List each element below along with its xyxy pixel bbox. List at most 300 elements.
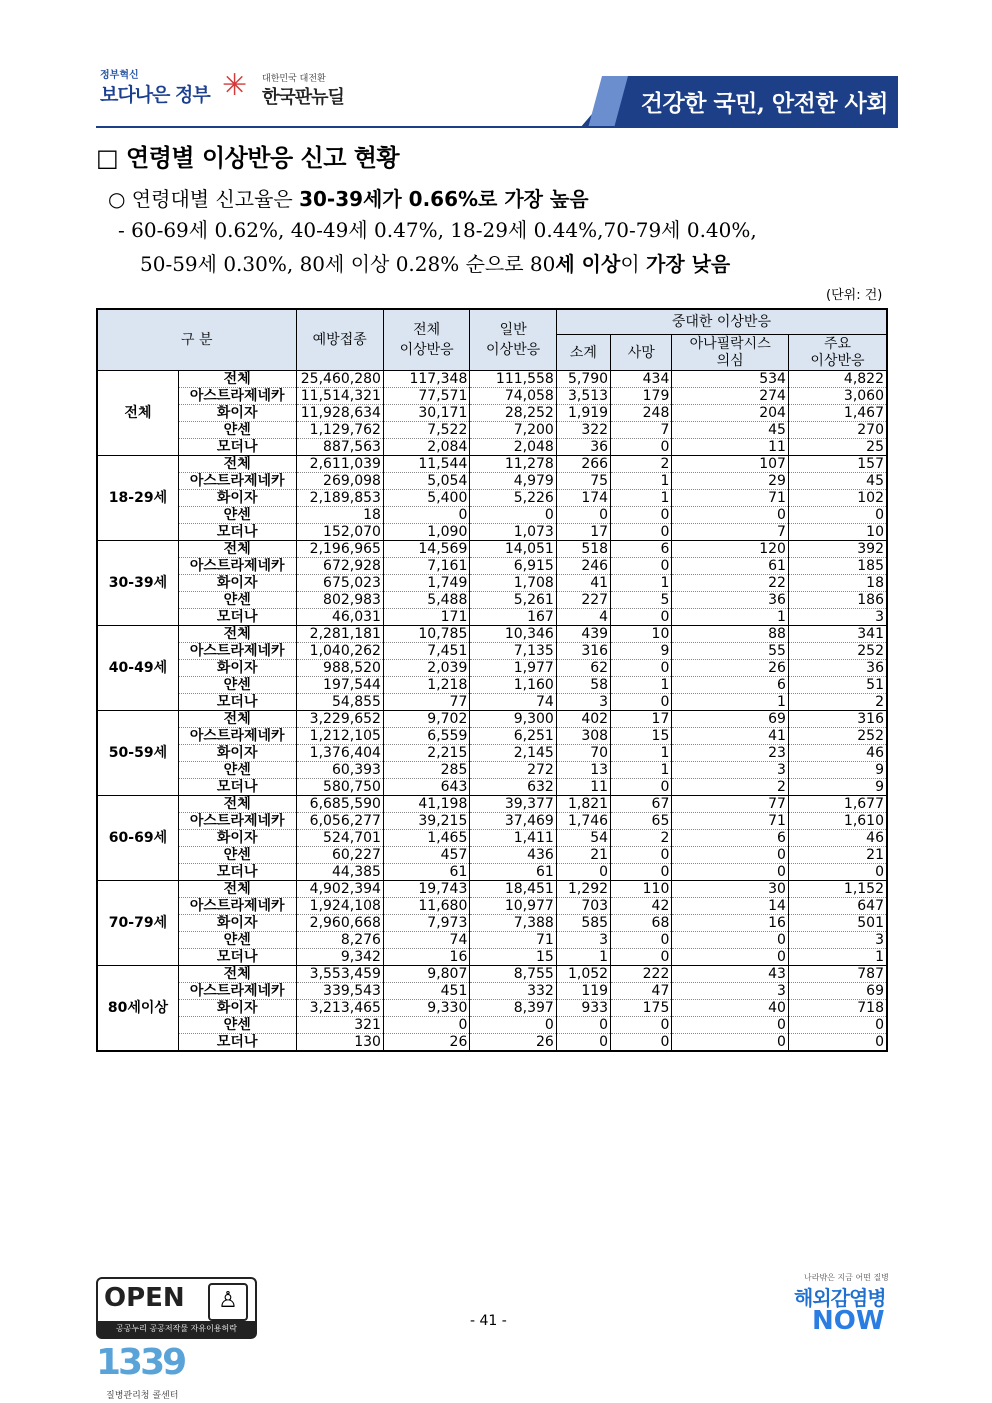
table-cell: 0 (611, 694, 672, 711)
table-cell: 434 (611, 371, 672, 388)
table-cell: 18 (296, 507, 383, 524)
table-cell: 7,388 (470, 915, 556, 932)
header-anaphylaxis-l2: 의심 (716, 352, 744, 369)
table-row (97, 1034, 887, 1052)
table-cell: 39,215 (383, 813, 469, 830)
table-cell: 341 (788, 626, 887, 643)
table-cell: 252 (788, 728, 887, 745)
age-adverse-event-table (96, 308, 888, 1052)
korean-new-deal-logo (222, 70, 362, 110)
age-group-label: 60-69세 (97, 796, 178, 881)
table-cell: 14 (672, 898, 789, 915)
table-cell: 110 (611, 881, 672, 898)
table-cell: 3 (556, 932, 610, 949)
table-cell: 21 (556, 847, 610, 864)
table-cell: 61 (672, 558, 789, 575)
table-cell: 0 (470, 507, 556, 524)
table-cell: 0 (556, 864, 610, 881)
table-cell: 29 (672, 473, 789, 490)
table-cell: 1 (611, 762, 672, 779)
table-cell: 2,196,965 (296, 541, 383, 558)
table-cell: 703 (556, 898, 610, 915)
table-cell: 2,084 (383, 439, 469, 456)
table-cell: 13 (556, 762, 610, 779)
table-cell: 524,701 (296, 830, 383, 847)
table-cell: 39,377 (470, 796, 556, 813)
table-row (97, 490, 887, 507)
table-cell: 3 (788, 609, 887, 626)
table-cell: 402 (556, 711, 610, 728)
unit-label: (단위: 건) (826, 288, 883, 303)
table-cell: 47 (611, 983, 672, 1000)
table-cell: 6 (672, 830, 789, 847)
table-cell: 3 (672, 762, 789, 779)
table-cell: 26 (383, 1034, 469, 1052)
table-cell: 11,278 (470, 456, 556, 473)
table-cell: 14,051 (470, 541, 556, 558)
table-row (97, 898, 887, 915)
sub-line-2 (140, 248, 730, 277)
vaccine-label: 모더나 (178, 609, 296, 626)
table-cell: 2 (611, 830, 672, 847)
table-cell: 167 (470, 609, 556, 626)
vaccine-label: 전체 (178, 966, 296, 983)
header-major-l1: 주요 (823, 335, 851, 352)
table-cell: 69 (672, 711, 789, 728)
table-row (97, 643, 887, 660)
table-row (97, 524, 887, 541)
table-cell: 1,746 (556, 813, 610, 830)
table-cell: 117,348 (383, 371, 469, 388)
table-cell: 0 (672, 847, 789, 864)
header-total-ae-l1: 전체 (413, 322, 441, 338)
table-cell: 4 (556, 609, 610, 626)
table-cell: 252 (788, 643, 887, 660)
table-cell: 1,411 (470, 830, 556, 847)
table-cell: 30,171 (383, 405, 469, 422)
table-cell: 988,520 (296, 660, 383, 677)
table-cell: 933 (556, 1000, 610, 1017)
table-row (97, 1017, 887, 1034)
table-cell: 248 (611, 405, 672, 422)
age-group-label: 80세이상 (97, 966, 178, 1052)
table-cell: 643 (383, 779, 469, 796)
table-cell: 42 (611, 898, 672, 915)
table-row (97, 864, 887, 881)
table-cell: 46 (788, 745, 887, 762)
table-row (97, 881, 887, 898)
table-cell: 2,611,039 (296, 456, 383, 473)
vaccine-label: 아스트라제네카 (178, 728, 296, 745)
table-cell: 2 (672, 779, 789, 796)
vaccine-label: 모더나 (178, 524, 296, 541)
table-cell: 675,023 (296, 575, 383, 592)
table-cell: 887,563 (296, 439, 383, 456)
table-cell: 269,098 (296, 473, 383, 490)
table-cell: 0 (672, 1034, 789, 1052)
table-row (97, 609, 887, 626)
table-cell: 65 (611, 813, 672, 830)
table-cell: 62 (556, 660, 610, 677)
table-row (97, 762, 887, 779)
table-row (97, 796, 887, 813)
header-general-ae-l1: 일반 (499, 322, 527, 338)
table-row (97, 1000, 887, 1017)
table-cell: 227 (556, 592, 610, 609)
table-cell: 46,031 (296, 609, 383, 626)
table-cell: 534 (672, 371, 789, 388)
table-cell: 1,677 (788, 796, 887, 813)
table-cell: 9,342 (296, 949, 383, 966)
table-cell: 1 (611, 745, 672, 762)
table-row (97, 507, 887, 524)
table-cell: 580,750 (296, 779, 383, 796)
vaccine-label: 얀센 (178, 847, 296, 864)
table-cell: 332 (470, 983, 556, 1000)
table-cell: 7,135 (470, 643, 556, 660)
table-cell: 11 (672, 439, 789, 456)
table-cell: 74 (470, 694, 556, 711)
vaccine-label: 아스트라제네카 (178, 473, 296, 490)
now-top: 나라밖은 지금 어떤 질병 (804, 1273, 889, 1282)
table-cell: 0 (611, 660, 672, 677)
vaccine-label: 화이자 (178, 575, 296, 592)
table-cell: 1 (611, 575, 672, 592)
table-row (97, 660, 887, 677)
table-row (97, 592, 887, 609)
table-cell: 0 (611, 779, 672, 796)
header-subtotal: 소계 (556, 335, 610, 371)
vaccine-label: 전체 (178, 881, 296, 898)
table-row (97, 711, 887, 728)
table-cell: 15 (611, 728, 672, 745)
header-anaphylaxis (672, 335, 789, 371)
now-bot: NOW (812, 1306, 885, 1336)
table-cell: 9 (611, 643, 672, 660)
table-cell: 0 (611, 558, 672, 575)
vaccine-label: 모더나 (178, 439, 296, 456)
vaccine-label: 모더나 (178, 864, 296, 881)
table-cell: 36 (788, 660, 887, 677)
table-cell: 6,685,590 (296, 796, 383, 813)
table-cell: 1,977 (470, 660, 556, 677)
vaccine-label: 화이자 (178, 830, 296, 847)
callcenter-1339-logo (96, 1342, 206, 1402)
table-cell: 4,979 (470, 473, 556, 490)
table-row (97, 575, 887, 592)
header-major-l2: 이상반응 (810, 352, 865, 369)
table-cell: 0 (470, 1017, 556, 1034)
table-cell: 51 (788, 677, 887, 694)
header-death: 사망 (611, 335, 672, 371)
sub2-prefix: 50-59세 0.30%, 80세 이상 0.28% 순으로 80 (140, 252, 556, 276)
header-general-ae-l2: 이상반응 (486, 342, 541, 358)
table-cell: 28,252 (470, 405, 556, 422)
table-cell: 1 (672, 609, 789, 626)
table-cell: 0 (672, 932, 789, 949)
table-row (97, 915, 887, 932)
table-cell: 204 (672, 405, 789, 422)
table-cell: 0 (611, 932, 672, 949)
table-cell: 585 (556, 915, 610, 932)
table-cell: 197,544 (296, 677, 383, 694)
table-row (97, 983, 887, 1000)
table-cell: 157 (788, 456, 887, 473)
table-cell: 10 (611, 626, 672, 643)
table-cell: 71 (672, 813, 789, 830)
table-cell: 16 (672, 915, 789, 932)
vaccine-label: 전체 (178, 711, 296, 728)
table-cell: 74,058 (470, 388, 556, 405)
sub-line-1: - 60-69세 0.62%, 40-49세 0.47%, 18-29세 0.44%,70-79세 0.40%, (118, 218, 757, 242)
table-cell: 7,200 (470, 422, 556, 439)
new-deal-star-icon: ✳ (222, 68, 248, 103)
open-word: OPEN (104, 1283, 185, 1313)
table-cell: 2,281,181 (296, 626, 383, 643)
table-cell: 266 (556, 456, 610, 473)
table-cell: 179 (611, 388, 672, 405)
table-cell: 1,749 (383, 575, 469, 592)
table-cell: 71 (672, 490, 789, 507)
vaccine-label: 아스트라제네카 (178, 898, 296, 915)
header-total-ae-l2: 이상반응 (399, 342, 454, 358)
table-cell: 8,397 (470, 1000, 556, 1017)
table-cell: 1,708 (470, 575, 556, 592)
table-cell: 0 (611, 864, 672, 881)
table-cell: 2,145 (470, 745, 556, 762)
sub2-bold1: 세 이상 (555, 252, 621, 276)
table-cell: 5,054 (383, 473, 469, 490)
table-cell: 102 (788, 490, 887, 507)
table-cell: 1 (611, 473, 672, 490)
table-cell: 11,544 (383, 456, 469, 473)
table-cell: 21 (788, 847, 887, 864)
table-cell: 339,543 (296, 983, 383, 1000)
vaccine-label: 화이자 (178, 660, 296, 677)
table-cell: 0 (788, 1034, 887, 1052)
sub2-mid: 이 (620, 252, 646, 276)
table-cell: 1,090 (383, 524, 469, 541)
table-cell: 1,052 (556, 966, 610, 983)
table-cell: 171 (383, 609, 469, 626)
table-cell: 119 (556, 983, 610, 1000)
table-cell: 3,513 (556, 388, 610, 405)
table-cell: 41 (672, 728, 789, 745)
table-cell: 0 (672, 949, 789, 966)
table-cell: 68 (611, 915, 672, 932)
table-row (97, 932, 887, 949)
header-rule (96, 126, 898, 128)
table-cell: 0 (788, 1017, 887, 1034)
table-cell: 518 (556, 541, 610, 558)
vaccine-label: 화이자 (178, 490, 296, 507)
table-cell: 457 (383, 847, 469, 864)
table-cell: 0 (611, 847, 672, 864)
table-row (97, 779, 887, 796)
table-cell: 4,822 (788, 371, 887, 388)
table-cell: 392 (788, 541, 887, 558)
table-cell: 1,376,404 (296, 745, 383, 762)
table-cell: 1,212,105 (296, 728, 383, 745)
table-cell: 436 (470, 847, 556, 864)
table-cell: 77 (383, 694, 469, 711)
table-row (97, 439, 887, 456)
table-cell: 0 (556, 507, 610, 524)
table-row (97, 388, 887, 405)
table-cell: 1 (556, 949, 610, 966)
table-cell: 274 (672, 388, 789, 405)
table-body (97, 371, 887, 1052)
table-cell: 0 (556, 1017, 610, 1034)
table-cell: 5,226 (470, 490, 556, 507)
table-cell: 10,785 (383, 626, 469, 643)
table-cell: 22 (672, 575, 789, 592)
table-cell: 18,451 (470, 881, 556, 898)
table-cell: 7,973 (383, 915, 469, 932)
table-row (97, 813, 887, 830)
table-cell: 1,821 (556, 796, 610, 813)
table-cell: 185 (788, 558, 887, 575)
table-cell: 10,977 (470, 898, 556, 915)
table-row (97, 847, 887, 864)
table-cell: 9,702 (383, 711, 469, 728)
table-cell: 0 (672, 1017, 789, 1034)
now-mid: 해외감염병 (794, 1286, 886, 1310)
age-group-label: 전체 (97, 371, 178, 456)
table-cell: 77 (672, 796, 789, 813)
table-cell: 7,451 (383, 643, 469, 660)
vaccine-label: 화이자 (178, 1000, 296, 1017)
table-cell: 6,056,277 (296, 813, 383, 830)
table-cell: 18 (788, 575, 887, 592)
table-cell: 6,251 (470, 728, 556, 745)
table-cell: 2 (788, 694, 887, 711)
table-cell: 55 (672, 643, 789, 660)
table-cell: 718 (788, 1000, 887, 1017)
table-cell: 14,569 (383, 541, 469, 558)
table-cell: 9 (788, 779, 887, 796)
table-cell: 60,227 (296, 847, 383, 864)
table-cell: 11 (556, 779, 610, 796)
table-cell: 0 (611, 949, 672, 966)
table-cell: 246 (556, 558, 610, 575)
header-general-ae (470, 309, 556, 371)
table-cell: 0 (556, 1034, 610, 1052)
table-row (97, 456, 887, 473)
table-cell: 120 (672, 541, 789, 558)
gov-logo-main: 보다나은 정부 (100, 84, 210, 106)
header-vaccinated-label: 예방접종 (312, 332, 367, 348)
vaccine-label: 얀센 (178, 762, 296, 779)
table-cell: 222 (611, 966, 672, 983)
bullet1-prefix: ○ 연령대별 신고율은 (108, 187, 300, 211)
vaccine-label: 전체 (178, 796, 296, 813)
table-cell: 69 (788, 983, 887, 1000)
table-cell: 7 (611, 422, 672, 439)
person-icon: ♙ (208, 1283, 248, 1321)
table-cell: 37,469 (470, 813, 556, 830)
callcenter-label: 질병관리청 콜센터 (106, 1391, 179, 1401)
table-cell: 36 (672, 592, 789, 609)
table-cell: 45 (672, 422, 789, 439)
vaccine-label: 화이자 (178, 915, 296, 932)
table-cell: 40 (672, 1000, 789, 1017)
vaccine-label: 얀센 (178, 592, 296, 609)
bullet1-bold: 30-39세가 0.66%로 가장 높음 (299, 187, 589, 211)
table-cell: 15 (470, 949, 556, 966)
table-cell: 11,928,634 (296, 405, 383, 422)
vaccine-label: 얀센 (178, 422, 296, 439)
table-cell: 1,040,262 (296, 643, 383, 660)
table-cell: 1 (672, 694, 789, 711)
table-row (97, 422, 887, 439)
table-cell: 5,488 (383, 592, 469, 609)
bullet-highest-rate (108, 183, 589, 212)
table-cell: 17 (611, 711, 672, 728)
table-cell: 41 (556, 575, 610, 592)
vaccine-label: 전체 (178, 456, 296, 473)
table-cell: 175 (611, 1000, 672, 1017)
table-cell: 1,465 (383, 830, 469, 847)
callcenter-number: 1339 (96, 1342, 185, 1383)
table-row (97, 405, 887, 422)
table-cell: 8,755 (470, 966, 556, 983)
table-cell: 77,571 (383, 388, 469, 405)
table-cell: 3,553,459 (296, 966, 383, 983)
table-cell: 2 (611, 456, 672, 473)
table-cell: 3,060 (788, 388, 887, 405)
table-cell: 5,790 (556, 371, 610, 388)
header-anaphylaxis-l1: 아나필락시스 (689, 335, 771, 352)
gov-logo-top: 정부혁신 (100, 70, 139, 81)
table-cell: 2,189,853 (296, 490, 383, 507)
vaccine-label: 전체 (178, 541, 296, 558)
vaccine-label: 아스트라제네카 (178, 813, 296, 830)
table-cell: 0 (611, 439, 672, 456)
table-cell: 672,928 (296, 558, 383, 575)
table-cell: 0 (383, 507, 469, 524)
table-cell: 88 (672, 626, 789, 643)
table-cell: 632 (470, 779, 556, 796)
table-row (97, 558, 887, 575)
table-cell: 70 (556, 745, 610, 762)
table-cell: 1,152 (788, 881, 887, 898)
table-cell: 0 (672, 507, 789, 524)
table-cell: 3,229,652 (296, 711, 383, 728)
table-cell: 61 (470, 864, 556, 881)
header-total-ae (383, 309, 469, 371)
table-row (97, 626, 887, 643)
table-cell: 1 (611, 677, 672, 694)
table-cell: 11,514,321 (296, 388, 383, 405)
table-cell: 54 (556, 830, 610, 847)
table-cell: 451 (383, 983, 469, 1000)
table-row (97, 745, 887, 762)
vaccine-label: 전체 (178, 371, 296, 388)
table-cell: 44,385 (296, 864, 383, 881)
table-cell: 67 (611, 796, 672, 813)
kogl-open-logo (96, 1277, 257, 1339)
table-cell: 58 (556, 677, 610, 694)
table-header (97, 309, 887, 371)
vaccine-label: 화이자 (178, 405, 296, 422)
table-cell: 1 (611, 490, 672, 507)
table-row (97, 694, 887, 711)
age-group-label: 50-59세 (97, 711, 178, 796)
table-cell: 186 (788, 592, 887, 609)
table-cell: 6 (672, 677, 789, 694)
table-cell: 17 (556, 524, 610, 541)
